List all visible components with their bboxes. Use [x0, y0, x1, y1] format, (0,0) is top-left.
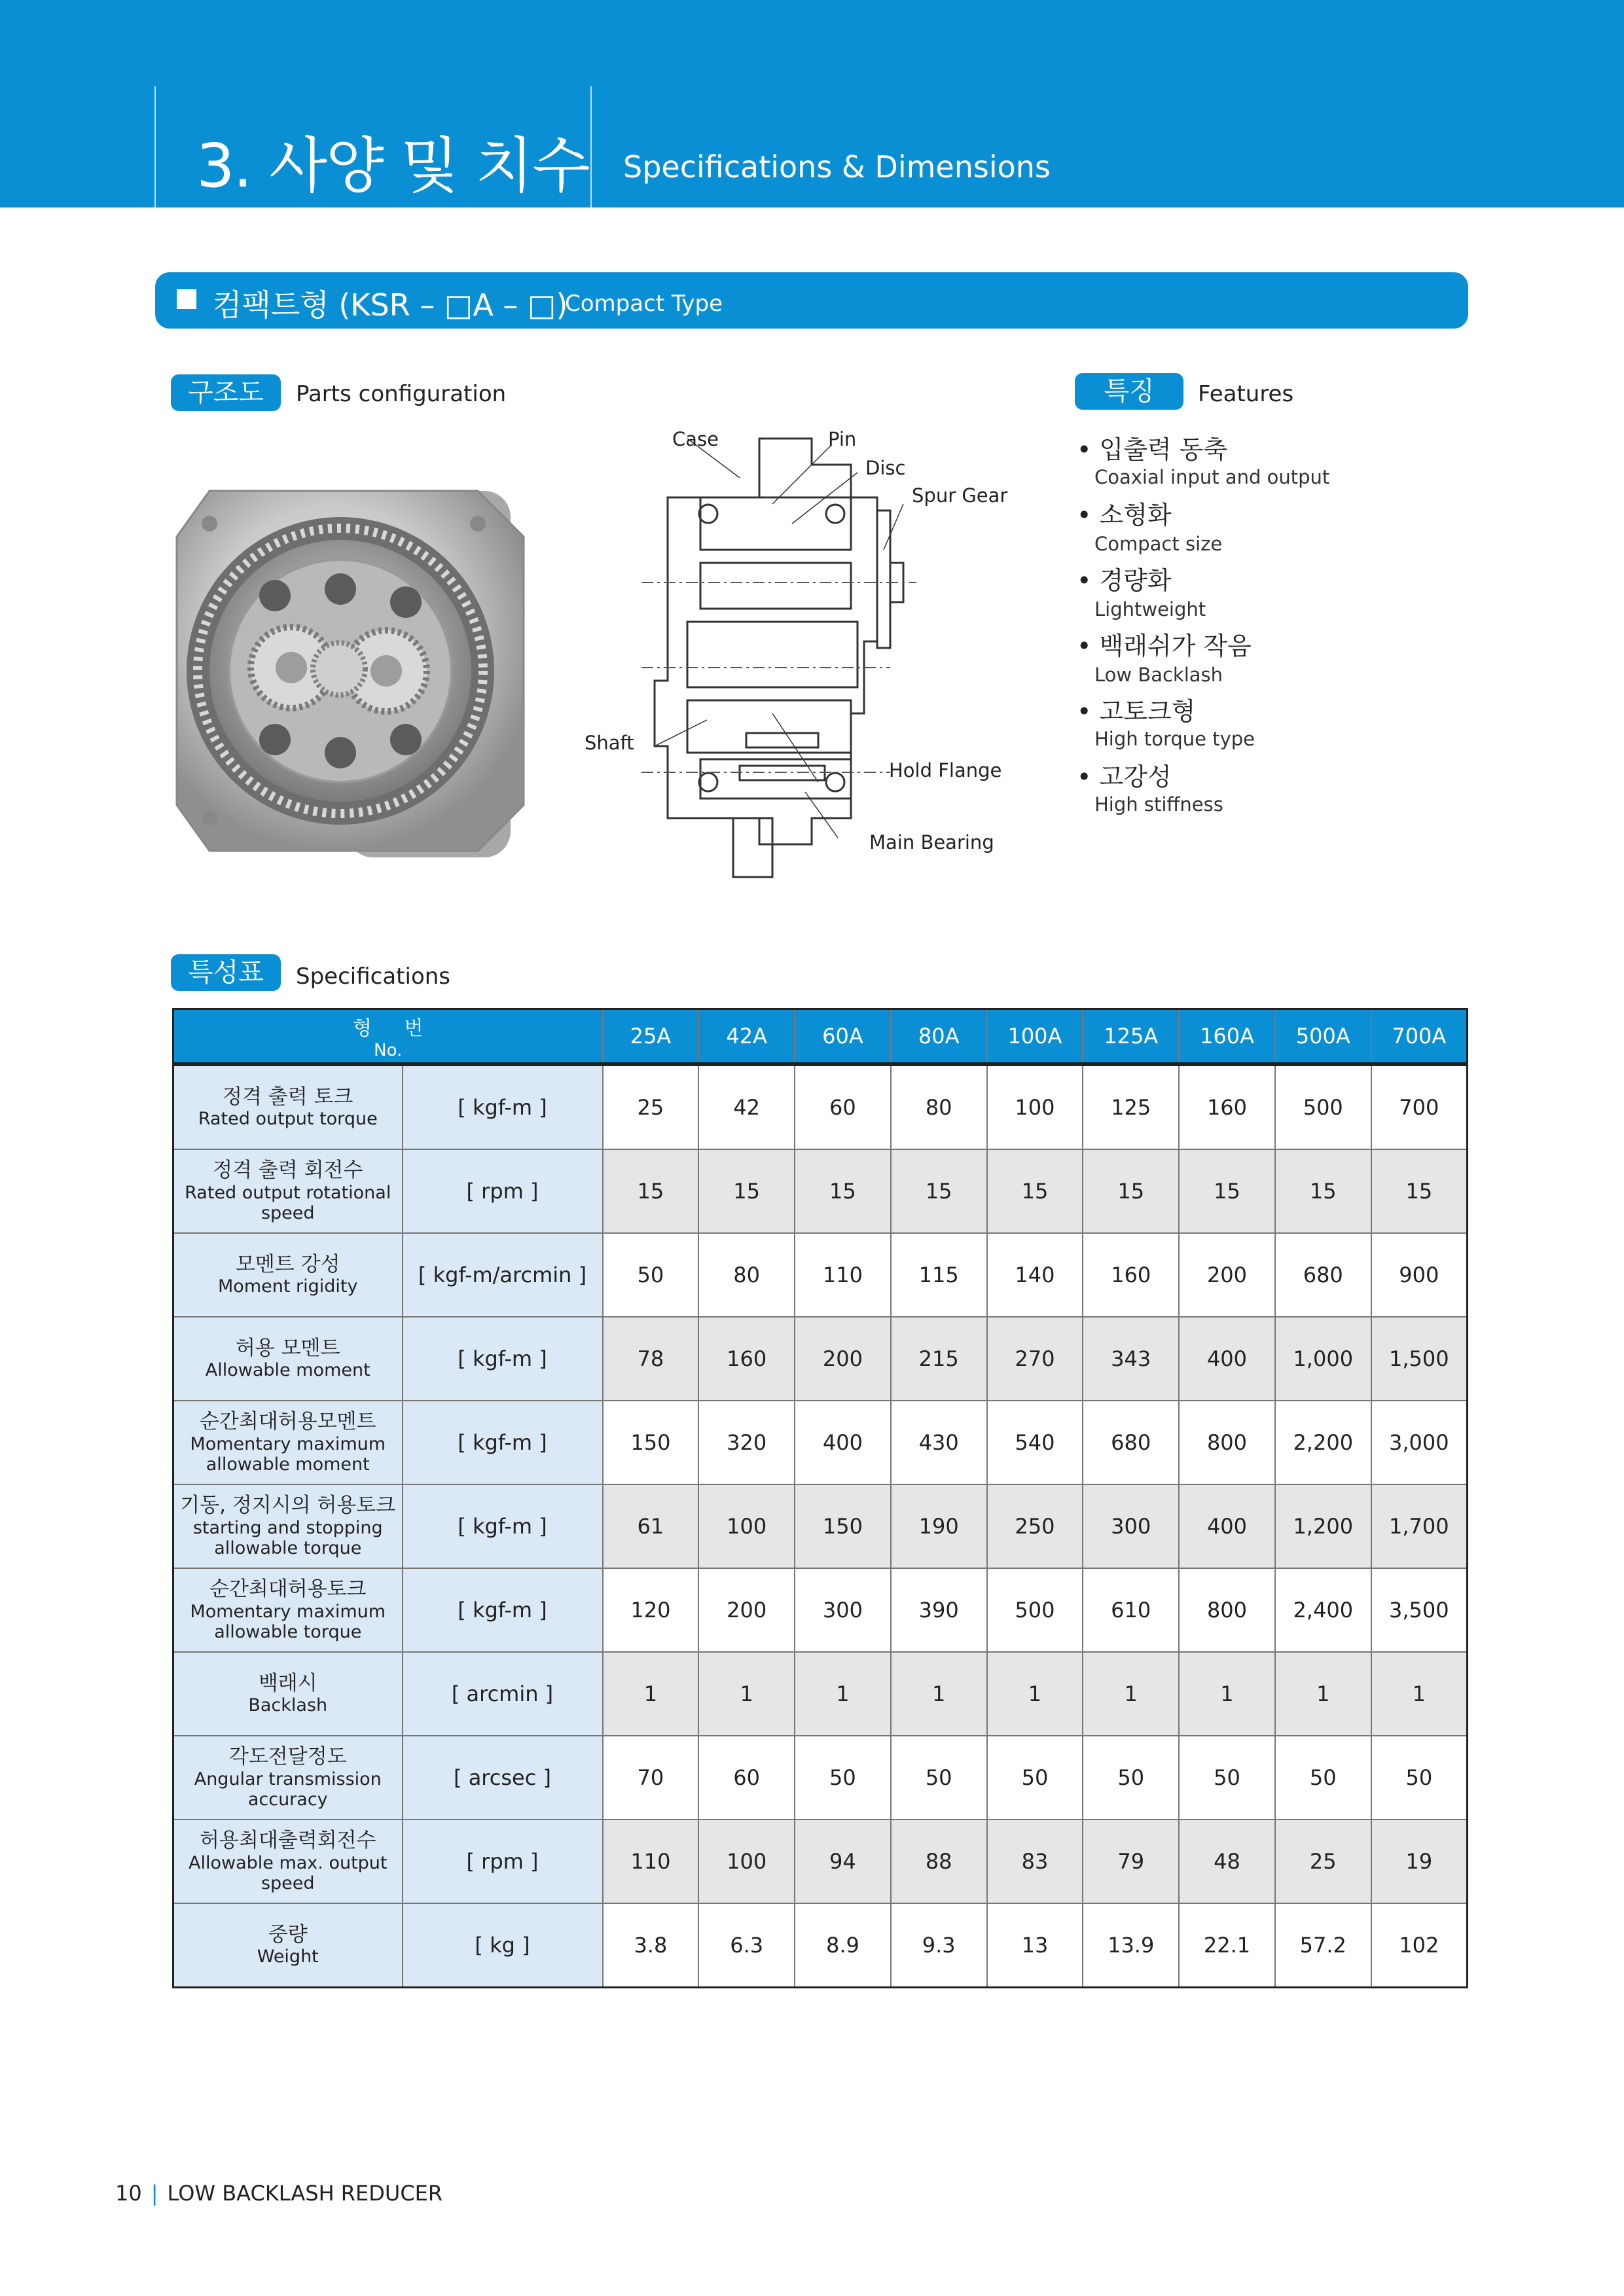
diagram-label-hold-flange: Hold Flange	[889, 759, 1002, 781]
square-bullet-icon	[177, 289, 196, 309]
table-row	[173, 1149, 1468, 1233]
row-unit-cell: [ kgf-m ]	[403, 1401, 603, 1484]
value-cell: 250	[987, 1484, 1083, 1568]
row-label-ko: 허용 모멘트	[235, 1336, 340, 1360]
row-label-en: Rated output rotational speed	[185, 1182, 391, 1223]
row-label-en: Backlash	[248, 1695, 328, 1716]
row-unit-cell: [ rpm ]	[403, 1820, 603, 1903]
feature-item-ko: • 소형화	[1077, 501, 1172, 529]
feature-item-ko: • 고강성	[1077, 762, 1172, 791]
feature-item-en: High stiffness	[1094, 793, 1223, 816]
row-unit-cell: [ kgf-m ]	[403, 1317, 603, 1401]
value-cell: 15	[1179, 1149, 1275, 1233]
value-cell: 400	[795, 1401, 891, 1484]
value-cell: 70	[603, 1736, 699, 1820]
row-label-cell	[173, 1903, 403, 1988]
value-cell: 1	[1275, 1652, 1371, 1736]
row-label-en: starting and stopping allowable torque	[192, 1517, 383, 1558]
diagram-label-case: Case	[672, 428, 719, 450]
value-cell: 680	[1083, 1401, 1179, 1484]
header-divider	[590, 86, 592, 207]
value-cell: 80	[698, 1233, 795, 1317]
value-cell: 9.3	[891, 1903, 987, 1988]
value-cell: 102	[1371, 1903, 1468, 1988]
model-header-cell: 125A	[1083, 1009, 1179, 1065]
row-unit-cell: [ arcsec ]	[403, 1736, 603, 1820]
table-header-row	[173, 1009, 1468, 1065]
value-cell: 83	[987, 1820, 1083, 1903]
row-label-ko: 정격 출력 회전수	[213, 1158, 363, 1183]
value-cell: 50	[603, 1233, 699, 1317]
header-divider	[154, 86, 156, 207]
row-label-en: Momentary maximum allowable moment	[190, 1433, 386, 1475]
row-label-ko: 중량	[268, 1922, 308, 1946]
row-unit-cell: [ kgf-m/arcmin ]	[403, 1233, 603, 1317]
value-cell: 94	[795, 1820, 891, 1903]
header-model-en: No.	[374, 1041, 403, 1060]
value-cell: 400	[1179, 1317, 1275, 1401]
value-cell: 50	[1275, 1736, 1371, 1820]
feature-item-en: Compact size	[1094, 533, 1223, 555]
table-row	[173, 1064, 1468, 1149]
value-cell: 160	[1179, 1064, 1275, 1149]
value-cell: 200	[1179, 1233, 1275, 1317]
value-cell: 115	[891, 1233, 987, 1317]
row-label-cell	[173, 1652, 403, 1736]
feature-item-en: Low Backlash	[1094, 664, 1223, 686]
value-cell: 100	[698, 1484, 795, 1568]
row-unit-cell: [ kgf-m ]	[403, 1484, 603, 1568]
value-cell: 1	[698, 1652, 795, 1736]
value-cell: 15	[698, 1149, 795, 1233]
value-cell: 42	[698, 1064, 795, 1149]
value-cell: 1	[603, 1652, 699, 1736]
model-header-cell: 42A	[698, 1009, 795, 1065]
model-header-cell: 25A	[603, 1009, 699, 1065]
value-cell: 88	[891, 1820, 987, 1903]
value-cell: 140	[987, 1233, 1083, 1317]
page-header	[0, 0, 1624, 207]
page-number: 10	[115, 2181, 142, 2206]
value-cell: 50	[1371, 1736, 1468, 1820]
value-cell: 150	[795, 1484, 891, 1568]
table-row	[173, 1736, 1468, 1820]
feature-item-ko: • 경량화	[1077, 566, 1172, 595]
feature-item-ko: • 고토크형	[1077, 697, 1196, 726]
header-model-ko: 형 번	[353, 1017, 437, 1040]
value-cell: 800	[1179, 1568, 1275, 1652]
value-cell: 3,500	[1371, 1568, 1468, 1652]
table-row	[173, 1401, 1468, 1484]
model-header-cell: 500A	[1275, 1009, 1371, 1065]
parts-pill: 구조도	[171, 374, 281, 411]
row-label-ko: 순간최대허용모멘트	[199, 1410, 376, 1434]
value-cell: 160	[698, 1317, 795, 1401]
row-label-ko: 순간최대허용토크	[209, 1577, 367, 1602]
value-cell: 500	[987, 1568, 1083, 1652]
section-title-ko: 컴팩트형 (KSR – □A – □)	[213, 287, 568, 323]
row-label-cell	[173, 1484, 403, 1568]
features-label: Features	[1198, 381, 1294, 407]
value-cell: 110	[795, 1233, 891, 1317]
row-label-ko: 모멘트 강성	[235, 1252, 340, 1276]
value-cell: 79	[1083, 1820, 1179, 1903]
value-cell: 48	[1179, 1820, 1275, 1903]
value-cell: 1,000	[1275, 1317, 1371, 1401]
value-cell: 343	[1083, 1317, 1179, 1401]
page-title: 3. 사양 및 치수	[196, 131, 589, 201]
value-cell: 50	[891, 1736, 987, 1820]
value-cell: 22.1	[1179, 1903, 1275, 1988]
value-cell: 50	[1179, 1736, 1275, 1820]
diagram-label-spur-gear: Spur Gear	[912, 484, 1008, 507]
row-label-en: Angular transmission accuracy	[194, 1768, 382, 1810]
page-subtitle: Specifications & Dimensions	[623, 149, 1051, 185]
row-unit-cell: [ arcmin ]	[403, 1652, 603, 1736]
value-cell: 900	[1371, 1233, 1468, 1317]
features-pill: 특징	[1075, 373, 1183, 410]
row-label-en: Weight	[257, 1946, 319, 1967]
value-cell: 15	[891, 1149, 987, 1233]
value-cell: 15	[603, 1149, 699, 1233]
row-label-cell	[173, 1401, 403, 1484]
value-cell: 15	[1083, 1149, 1179, 1233]
value-cell: 25	[603, 1064, 699, 1149]
row-label-ko: 허용최대출력회전수	[199, 1829, 376, 1853]
value-cell: 60	[795, 1064, 891, 1149]
value-cell: 1	[987, 1652, 1083, 1736]
table-row	[173, 1484, 1468, 1568]
value-cell: 78	[603, 1317, 699, 1401]
value-cell: 680	[1275, 1233, 1371, 1317]
value-cell: 160	[1083, 1233, 1179, 1317]
value-cell: 57.2	[1275, 1903, 1371, 1988]
value-cell: 700	[1371, 1064, 1468, 1149]
row-label-en: Rated output torque	[198, 1109, 378, 1130]
feature-item-en: Lightweight	[1094, 598, 1206, 620]
value-cell: 15	[1275, 1149, 1371, 1233]
page-footer	[115, 2181, 442, 2206]
product-photo	[170, 478, 537, 870]
value-cell: 110	[603, 1820, 699, 1903]
row-label-cell	[173, 1736, 403, 1820]
model-header-cell: 60A	[795, 1009, 891, 1065]
row-label-ko: 정격 출력 토크	[223, 1085, 353, 1109]
value-cell: 1	[891, 1652, 987, 1736]
value-cell: 6.3	[698, 1903, 795, 1988]
value-cell: 1	[1179, 1652, 1275, 1736]
value-cell: 190	[891, 1484, 987, 1568]
value-cell: 1	[1083, 1652, 1179, 1736]
model-header-cell: 100A	[987, 1009, 1083, 1065]
value-cell: 50	[795, 1736, 891, 1820]
value-cell: 200	[698, 1568, 795, 1652]
value-cell: 13.9	[1083, 1903, 1179, 1988]
value-cell: 60	[698, 1736, 795, 1820]
header-model-cell	[173, 1009, 603, 1065]
diagram-label-pin: Pin	[828, 428, 857, 450]
value-cell: 610	[1083, 1568, 1179, 1652]
table-row	[173, 1568, 1468, 1652]
value-cell: 8.9	[795, 1903, 891, 1988]
value-cell: 150	[603, 1401, 699, 1484]
value-cell: 50	[1083, 1736, 1179, 1820]
value-cell: 125	[1083, 1064, 1179, 1149]
value-cell: 80	[891, 1064, 987, 1149]
row-unit-cell: [ rpm ]	[403, 1149, 603, 1233]
value-cell: 500	[1275, 1064, 1371, 1149]
value-cell: 3.8	[603, 1903, 699, 1988]
table-row	[173, 1652, 1468, 1736]
table-row	[173, 1820, 1468, 1903]
value-cell: 19	[1371, 1820, 1468, 1903]
section-title-en: Compact Type	[565, 291, 723, 317]
section-title-bar	[155, 272, 1468, 329]
row-label-en: Moment rigidity	[218, 1276, 358, 1297]
value-cell: 120	[603, 1568, 699, 1652]
row-label-en: Momentary maximum allowable torque	[190, 1601, 386, 1642]
value-cell: 1,200	[1275, 1484, 1371, 1568]
feature-item-ko: • 입출력 동축	[1077, 435, 1228, 464]
value-cell: 540	[987, 1401, 1083, 1484]
row-label-ko: 기동, 정지시의 허용토크	[180, 1494, 396, 1518]
value-cell: 50	[987, 1736, 1083, 1820]
table-row	[173, 1233, 1468, 1317]
value-cell: 430	[891, 1401, 987, 1484]
value-cell: 215	[891, 1317, 987, 1401]
footer-text: LOW BACKLASH REDUCER	[167, 2181, 443, 2206]
table-row	[173, 1903, 1468, 1988]
row-label-en: Allowable max. output speed	[189, 1852, 388, 1893]
row-label-ko: 각도전달정도	[228, 1745, 347, 1769]
model-header-cell: 160A	[1179, 1009, 1275, 1065]
value-cell: 61	[603, 1484, 699, 1568]
value-cell: 1,700	[1371, 1484, 1468, 1568]
value-cell: 1,500	[1371, 1317, 1468, 1401]
value-cell: 3,000	[1371, 1401, 1468, 1484]
feature-item-en: Coaxial input and output	[1094, 466, 1330, 488]
value-cell: 13	[987, 1903, 1083, 1988]
value-cell: 1	[1371, 1652, 1468, 1736]
value-cell: 2,200	[1275, 1401, 1371, 1484]
table-row	[173, 1317, 1468, 1401]
row-label-cell	[173, 1568, 403, 1652]
specs-pill: 특성표	[171, 954, 281, 991]
diagram-label-disc: Disc	[865, 457, 906, 479]
feature-item-en: High torque type	[1094, 728, 1255, 750]
row-label-cell	[173, 1233, 403, 1317]
value-cell: 400	[1179, 1484, 1275, 1568]
value-cell: 270	[987, 1317, 1083, 1401]
value-cell: 300	[1083, 1484, 1179, 1568]
value-cell: 25	[1275, 1820, 1371, 1903]
parts-label: Parts configuration	[296, 381, 507, 407]
specifications-table	[172, 1008, 1468, 1988]
value-cell: 15	[1371, 1149, 1468, 1233]
row-label-en: Allowable moment	[205, 1360, 370, 1381]
row-label-cell	[173, 1064, 403, 1149]
value-cell: 320	[698, 1401, 795, 1484]
value-cell: 1	[795, 1652, 891, 1736]
diagram-label-main-bearing: Main Bearing	[869, 831, 994, 853]
value-cell: 300	[795, 1568, 891, 1652]
model-header-cell: 700A	[1371, 1009, 1468, 1065]
row-label-cell	[173, 1149, 403, 1233]
row-label-cell	[173, 1820, 403, 1903]
row-label-cell	[173, 1317, 403, 1401]
value-cell: 2,400	[1275, 1568, 1371, 1652]
row-unit-cell: [ kgf-m ]	[403, 1064, 603, 1149]
feature-item-ko: • 백래쉬가 작음	[1077, 632, 1252, 660]
value-cell: 390	[891, 1568, 987, 1652]
value-cell: 200	[795, 1317, 891, 1401]
specs-label: Specifications	[296, 963, 451, 990]
row-unit-cell: [ kgf-m ]	[403, 1568, 603, 1652]
footer-separator: |	[151, 2181, 158, 2206]
value-cell: 100	[987, 1064, 1083, 1149]
row-unit-cell: [ kg ]	[403, 1903, 603, 1988]
value-cell: 100	[698, 1820, 795, 1903]
diagram-label-shaft: Shaft	[585, 732, 634, 754]
value-cell: 800	[1179, 1401, 1275, 1484]
row-label-ko: 백래시	[258, 1671, 317, 1695]
value-cell: 15	[795, 1149, 891, 1233]
model-header-cell: 80A	[891, 1009, 987, 1065]
value-cell: 15	[987, 1149, 1083, 1233]
